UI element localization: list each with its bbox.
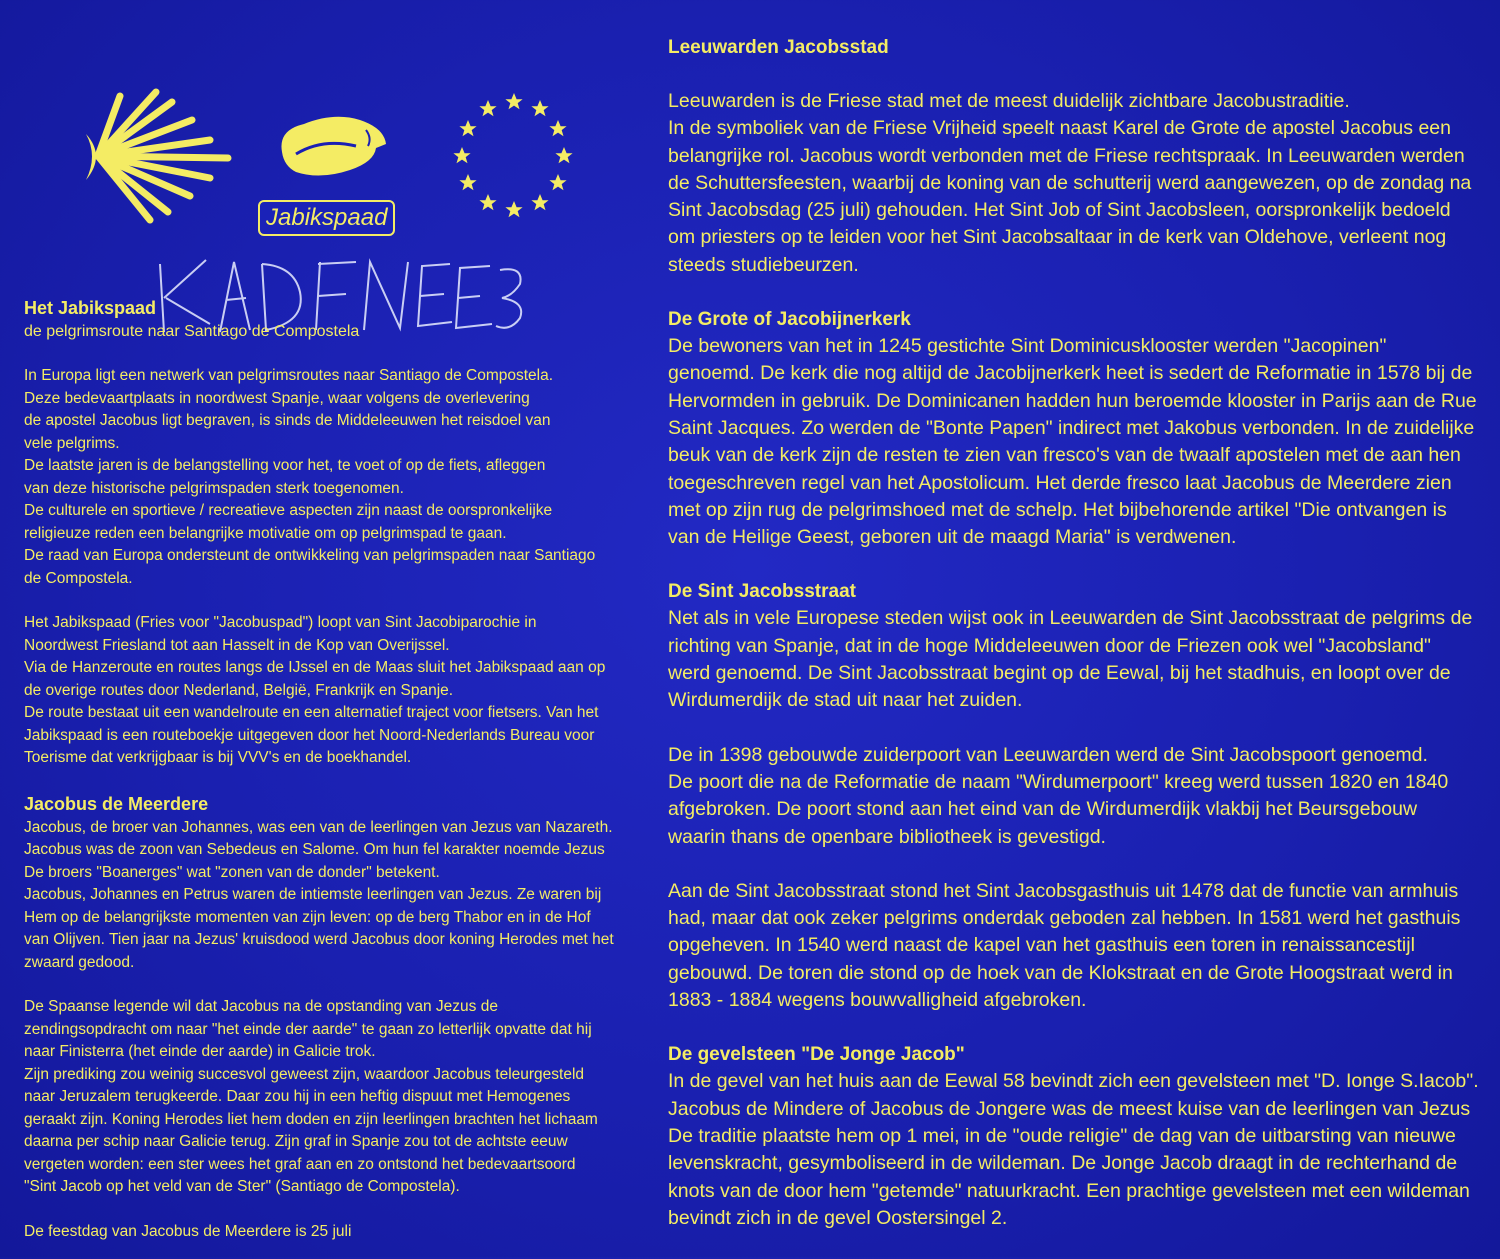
text-line: Via de Hanzeroute en routes langs de IJssel en de Maas sluit het Jabikspaad aan op	[24, 659, 606, 676]
text-line: naar Jeruzalem terugkeerde. Daar zou hij in een heftig dispuut met Hemogenes	[24, 1088, 571, 1105]
text-line: "Sint Jacob op het veld van de Ster" (Santiago de Compostela).	[24, 1178, 460, 1195]
text-line: had, maar dat ook zeker pelgrims onderdak geboden zal hebben. In 1581 werd het gasthuis	[668, 907, 1461, 930]
text-line: de overige routes door Nederland, België, Frankrijk en Spanje.	[24, 681, 454, 699]
text-line: Noordwest Friesland tot aan Hasselt in de Kop van Overijssel.	[24, 636, 450, 654]
logo-group	[80, 84, 600, 244]
text-line: opgeheven. In 1540 werd naast de kapel van het gasthuis een toren in renaissancestijl	[668, 934, 1415, 957]
section-heading-jabikspaad: Het Jabikspaad	[24, 298, 157, 318]
text-line: Hem op de belangrijkste momenten van zijn leven: op de berg Thabor en in de Hof	[24, 908, 591, 926]
section-heading-kerk: De Grote of Jacobijnerkerk	[668, 309, 911, 331]
text-line: de Schuttersfeesten, waarbij de koning van de schutterij werd aangewezen, op de zondag na	[668, 171, 1472, 194]
text-line: beuk van de kerk zijn de resten te zien van fresco's van de twaalf apostelen met de aan hen	[668, 444, 1461, 467]
text-line: geraakt zijn. Koning Herodes liet hem doden en zijn leerlingen brachten het lichaam	[24, 1110, 598, 1128]
text-line: Jacobus, de broer van Johannes, was een van de leerlingen van Jezus van Nazareth.	[24, 818, 613, 836]
text-line: De route bestaat uit een wandelroute en een alternatief traject voor fietsers. Van het	[24, 704, 599, 721]
text-line: Wirdumerdijk de stad uit naar het zuiden.	[668, 689, 1023, 712]
text-line: Jacobus de Mindere of Jacobus de Jongere was de meest kuise van de leerlingen van Jezus	[668, 1097, 1471, 1120]
text-line: belangrijke rol. Jacobus wordt verbonden met de Friese rechtspraak. In Leeuwarden werden	[668, 144, 1465, 167]
text-line: genoemd. De kerk die nog altijd de Jacobijnerkerk heet is sedert de Reformatie in 1578 bij de	[668, 362, 1473, 385]
text-line: Aan de Sint Jacobsstraat stond het Sint Jacobsgasthuis uit 1478 dat de functie van armhuis	[668, 879, 1459, 902]
text-line: om priesters op te leiden voor het Sint Jacobsaltaar in de kerk van Oldehove, verleent nog	[668, 226, 1447, 249]
section-heading-gevel: De gevelsteen "De Jonge Jacob"	[668, 1044, 965, 1066]
text-line: De poort die na de Reformatie de naam "Wirdumerpoort" kreeg werd tussen 1820 en 1840	[668, 770, 1449, 793]
text-line: vele pelgrims.	[24, 434, 120, 452]
text-line: De raad van Europa ondersteunt de ontwikkeling van pelgrimspaden naar Santiago	[24, 547, 596, 564]
text-line: De traditie plaatste hem op 1 mei, in de "oude religie" de dag van de uitbarsting van nieuwe	[668, 1124, 1456, 1147]
text-line: met op zijn rug de pelgrimshoed met de schelp. Het bijbehorende artikel "Die ontvangen is	[668, 498, 1447, 521]
scallop-shell-icon	[80, 84, 240, 224]
section-heading-meerdere: Jacobus de Meerdere	[24, 793, 209, 814]
text-line: In de symboliek van de Friese Vrijheid speelt naast Karel de Grote de apostel Jacobus een	[668, 117, 1451, 140]
poort-paragraph	[668, 742, 1480, 851]
text-line: Toerisme dat verkrijgbaar is bij VVV's en de boekhandel.	[24, 749, 412, 766]
section-heading-straat: De Sint Jacobsstraat	[668, 581, 856, 603]
text-line: Jabikspaad is een routeboekje uitgegeven door het Noord-Nederlands Bureau voor	[24, 726, 595, 744]
legend-paragraph	[24, 996, 636, 1199]
text-line: werd genoemd. De Sint Jacobsstraat begint op de Eewal, bij het stadhuis, en loopt over de	[668, 662, 1451, 685]
right-column	[668, 34, 1480, 1259]
eu-stars-icon	[444, 84, 584, 224]
leeuwarden-section	[668, 34, 1480, 279]
route-paragraph	[24, 612, 636, 770]
text-line: In Europa ligt een netwerk van pelgrimsroutes naar Santiago de Compostela.	[24, 367, 554, 384]
text-line: De broers "Boanerges" wat "zonen van de donder" betekent.	[24, 863, 440, 881]
section-heading-leeuwarden: Leeuwarden Jacobsstad	[668, 37, 889, 58]
text-line: de apostel Jacobus ligt begraven, is sinds de Middeleeuwen het reisdoel van	[24, 412, 551, 429]
left-column	[24, 296, 636, 1243]
text-line: De bewoners van het in 1245 gestichte Sint Dominicusklooster werden "Jacopinen"	[668, 335, 1387, 358]
text-line: De culturele en sportieve / recreatieve aspecten zijn naast de oorspronkelijke	[24, 502, 553, 519]
text-line: Saint Jacques. Zo werden de "Bonte Papen" indirect met Jakobus verbonden. In de zuidelijke	[668, 416, 1475, 439]
text-line: waarin thans de openbare bibliotheek is gevestigd.	[668, 825, 1106, 848]
text-line: De laatste jaren is de belangstelling voor het, te voet of op de fiets, afleggen	[24, 457, 546, 474]
kerk-section	[668, 306, 1480, 551]
text-line: Hervormden in gebruik. De Dominicanen hadden hun beroemde klooster in Parijs aan de Rue	[668, 389, 1477, 412]
intro-paragraph	[24, 365, 636, 590]
straat-section	[668, 578, 1480, 714]
text-line: De in 1398 gebouwde zuiderpoort van Leeuwarden werd de Sint Jacobspoort genoemd.	[668, 743, 1428, 766]
text-line: afgebroken. De poort stond aan het eind van de Wirdumerdijk vlakbij het Beursgebouw	[668, 798, 1418, 821]
text-line: Het Jabikspaad (Fries voor "Jacobuspad") loopt van Sint Jacobiparochie in	[24, 614, 537, 631]
text-line: bevindt zich in de gevel Oostersingel 2.	[668, 1206, 1008, 1229]
text-line: zwaard gedood.	[24, 953, 135, 971]
gasthuis-paragraph	[668, 878, 1480, 1014]
intro-section	[24, 296, 636, 343]
text-line: religieuze reden een belangrijke motivatie om op pelgrimspad te gaan.	[24, 524, 507, 542]
text-line: Net als in vele Europese steden wijst ook in Leeuwarden de Sint Jacobsstraat de pelgrims de	[668, 607, 1473, 630]
text-line: Jacobus, Johannes en Petrus waren de intiemste leerlingen van Jezus. Ze waren bij	[24, 886, 602, 903]
text-line: Zijn prediking zou weinig succesvol geweest zijn, waardoor Jacobus teleurgesteld	[24, 1065, 585, 1083]
text-line: 1883 - 1884 wegens bouwvalligheid afgebroken.	[668, 989, 1087, 1012]
whelk-shell-icon	[276, 108, 392, 188]
text-line: Sint Jacobsdag (25 juli) gehouden. Het Sint Job of Sint Jacobsleen, oorspronkelijk bedoeld	[668, 199, 1451, 222]
text-line: naar Finisterra (het einde der aarde) in Galicie trok.	[24, 1043, 376, 1060]
text-line: van de Heilige Geest, geboren uit de maagd Maria" is verdwenen.	[668, 526, 1237, 549]
text-line: knots van de door hem "getemde" natuurkracht. Een prachtige gevelsteen met een wildeman	[668, 1179, 1470, 1202]
text-line: steeds studiebeurzen.	[668, 253, 859, 276]
text-line: toegeschreven regel van het Apostolicum. Het derde fresco laat Jacobus de Meerdere zien	[668, 471, 1452, 494]
text-line: richting van Spanje, dat in de hoge Middeleeuwen door de Friezen ook wel "Jacobsland"	[668, 634, 1431, 657]
gevel-section	[668, 1041, 1480, 1232]
text-line: Jacobus was de zoon van Sebedeus en Salome. Om hun fel karakter noemde Jezus	[24, 841, 605, 858]
text-line: In de gevel van het huis aan de Eewal 58 bevindt zich een gevelsteen met "D. Ionge S.Iacob".	[668, 1070, 1479, 1093]
text-line: levenskracht, gesymboliseerd in de wildeman. De Jonge Jacob draagt in de rechterhand de	[668, 1152, 1458, 1175]
text-line: zendingsopdracht om naar "het einde der aarde" te gaan zo letterlijk opvatte dat hij	[24, 1020, 592, 1038]
section-subtitle: de pelgrimsroute naar Santiago de Compostela	[24, 323, 360, 340]
text-line: Leeuwarden is de Friese stad met de meest duidelijk zichtbare Jacobustraditie.	[668, 90, 1350, 112]
text-line: de Compostela.	[24, 569, 133, 587]
jabikspaad-label: Jabikspaad	[258, 200, 395, 236]
text-line: gebouwd. De toren die stond op de hoek van de Klokstraat en de Grote Hoogstraat werd in	[668, 961, 1453, 984]
text-line: van deze historische pelgrimspaden sterk toegenomen.	[24, 479, 404, 497]
feast-day-line: De feestdag van Jacobus de Meerdere is 25 juli	[24, 1222, 352, 1240]
text-line: Deze bedevaartplaats in noordwest Spanje, waar volgens de overlevering	[24, 389, 530, 407]
text-line: van Olijven. Tien jaar na Jezus' kruisdood werd Jacobus door koning Herodes met het	[24, 931, 614, 948]
text-line: vergeten worden: een ster wees het graf aan en zo ontstond het bedevaartsoord	[24, 1155, 576, 1173]
text-line: daarna per schip naar Galicie terug. Zijn graf in Spanje zou tot de achtste eeuw	[24, 1133, 568, 1150]
meerdere-section	[24, 792, 636, 975]
text-line: De Spaanse legende wil dat Jacobus na de opstanding van Jezus de	[24, 998, 498, 1015]
